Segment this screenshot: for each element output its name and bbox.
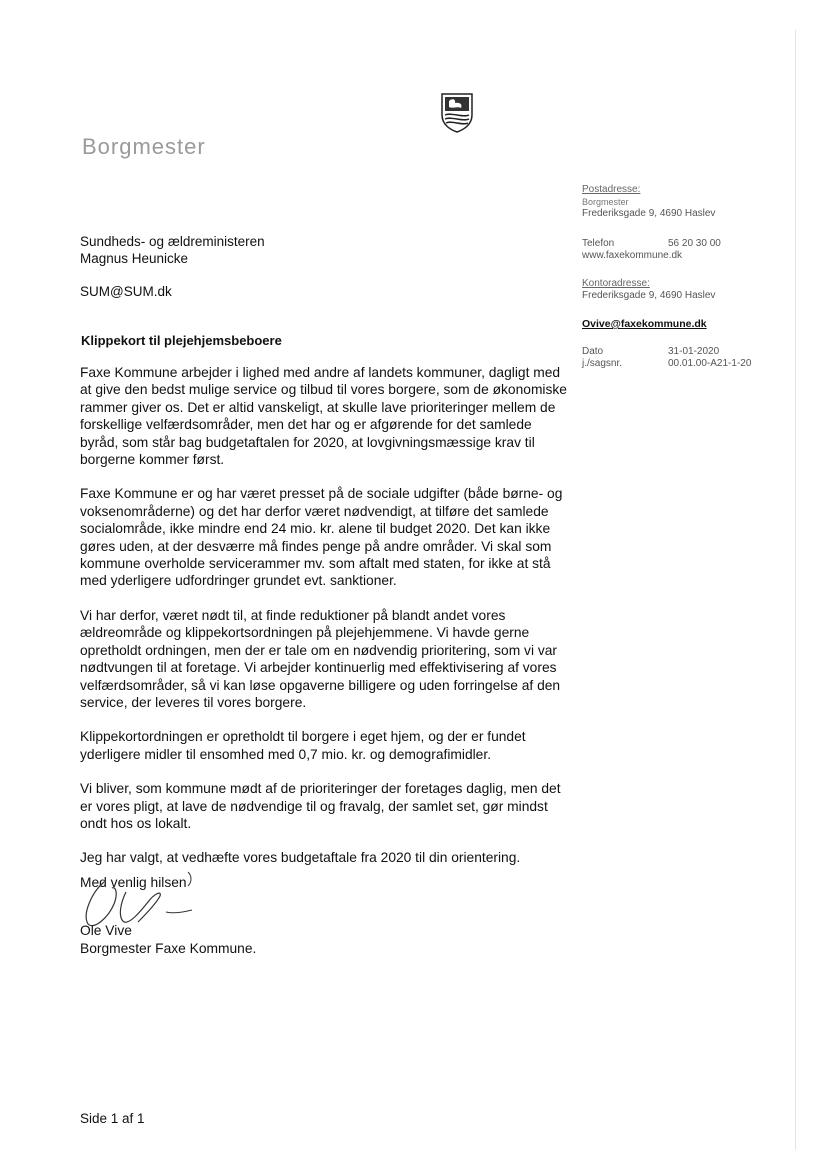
contact-sidebar bbox=[582, 184, 782, 370]
website: www.faxekommune.dk bbox=[582, 250, 683, 261]
header-title: Borgmester bbox=[82, 134, 206, 159]
signer-block bbox=[80, 922, 256, 958]
office-address: Frederiksgade 9, 4690 Haslev bbox=[582, 290, 716, 301]
phone-row bbox=[582, 238, 782, 250]
case-value: 00.01.00-A21-1-20 bbox=[668, 358, 752, 369]
date-value: 31-01-2020 bbox=[668, 346, 720, 357]
contact-email: Ovive@faxekommune.dk bbox=[582, 318, 707, 330]
date-row bbox=[582, 346, 782, 358]
postal-name: Borgmester bbox=[582, 197, 629, 207]
recipient-line2: Magnus Heunicke bbox=[80, 251, 189, 266]
greeting: Med venlig hilsen bbox=[80, 875, 187, 890]
recipient-block bbox=[80, 233, 265, 267]
scan-edge-line bbox=[795, 30, 796, 1150]
municipal-crest-logo bbox=[441, 93, 473, 133]
paragraph: Vi har derfor, været nødt til, at finde reduktioner på blandt andet vores ældreområde og klippekortsordningen på plejehjemmene. Vi havde gerne opretholdt ordningen, men der er tale om en nødvendig prioritering, som vi var nødtvungen til at foretage. Vi arbejder kontinuerlig med effektivisering af vores velfærdsområder, så vi kan løse opgaverne billigere og uden forringelse af den service, der leveres til vores borgere. bbox=[80, 607, 561, 710]
case-label: j./sagsnr. bbox=[582, 358, 623, 369]
page-number: Side 1 af 1 bbox=[80, 1111, 145, 1126]
paragraph: Faxe Kommune er og har været presset på de sociale udgifter (både børne- og voksenområderne) og det har derfor været nødvendigt, at tilføre det samlede socialområde, ikke mindre end 24 mio. kr. alene til budget 2020. Det kan ikke gøres uden, at der desværre må findes penge på andre områder. Vi skal som kommune overholde servicerammer mv. som aftalt med staten, for ikke at stå med yderligere udfordringer grundet evt. sanktioner. bbox=[80, 486, 563, 589]
paragraph: Klippekortordningen er opretholdt til borgere i eget hjem, og der er fundet yderligere midler til ensomhed med 0,7 mio. kr. og demografimidler. bbox=[80, 729, 526, 762]
office-label: Kontoradresse: bbox=[582, 278, 650, 289]
paragraph: Jeg har valgt, at vedhæfte vores budgetaftale fra 2020 til din orientering. bbox=[80, 850, 521, 866]
postal-address: Frederiksgade 9, 4690 Haslev bbox=[582, 208, 716, 219]
paragraph: Faxe Kommune arbejder i lighed med andre af landets kommuner, dagligt med at give den bedst mulige service og tilbud til vores borgere, som de økonomiske rammer giver os. Det er altid vanskeligt, at skulle lave prioriteringer mellem de forskellige velfærdsområder, men det har og er afgørende for det samlede byråd, som står bag budgetaftalen for 2020, at lovgivningsmæssige krav til borgerne kommer først. bbox=[80, 365, 567, 468]
signer-name: Ole Vive bbox=[80, 923, 132, 938]
signer-title: Borgmester Faxe Kommune. bbox=[80, 941, 257, 956]
phone-label: Telefon bbox=[582, 238, 615, 249]
paragraph: Vi bliver, som kommune mødt af de prioriteringer der foretages daglig, men det er vores pligt, at lave de nødvendige til og fravalg, der samlet set, gør mindst ondt hos os lokalt. bbox=[80, 781, 561, 831]
recipient-line1: Sundheds- og ældreministeren bbox=[80, 234, 265, 249]
date-label: Dato bbox=[582, 346, 604, 357]
case-row bbox=[582, 358, 782, 370]
letter-subject: Klippekort til plejehjemsbeboere bbox=[81, 333, 282, 348]
phone-value: 56 20 30 00 bbox=[668, 238, 721, 249]
recipient-email: SUM@SUM.dk bbox=[80, 284, 172, 299]
letter-body bbox=[80, 364, 570, 884]
postal-label: Postadresse: bbox=[582, 184, 641, 195]
